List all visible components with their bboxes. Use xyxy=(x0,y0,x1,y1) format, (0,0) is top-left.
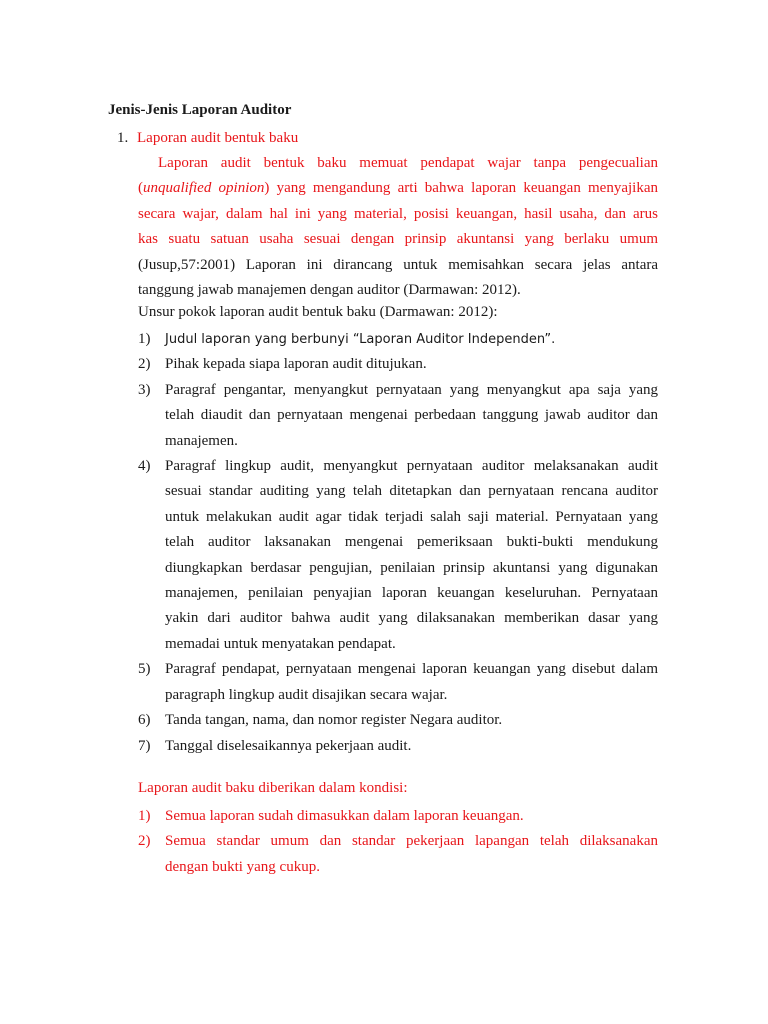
list-item xyxy=(138,352,658,377)
list-item xyxy=(138,378,658,454)
list-item xyxy=(138,708,658,733)
paragraph-line: (Jusup,57:2001) Laporan ini dirancang untuk memisahkan secara jelas antara xyxy=(138,256,658,273)
paragraph-line xyxy=(138,176,658,201)
kondisi-heading: Laporan audit baku diberikan dalam kondisi: xyxy=(138,780,408,796)
italic-term: unqualified opinion xyxy=(143,180,265,197)
list-item-line: manajemen, penilaian penyajian laporan keuangan keseluruhan. Pernyataan xyxy=(165,585,658,602)
list-item-number: 7) xyxy=(138,737,151,754)
list-item-number: 2) xyxy=(138,833,151,850)
intro-paragraph xyxy=(138,151,658,303)
list-item-number: 5) xyxy=(138,661,151,678)
list-item xyxy=(138,327,658,352)
section-number: 1. xyxy=(117,130,129,146)
list-item-line: Paragraf lingkup audit, menyangkut pernyataan auditor melaksanakan audit xyxy=(165,458,658,475)
list-item-line: Paragraf pengantar, menyangkut pernyataan yang menyangkut apa saja yang xyxy=(165,381,658,398)
list-item-number: 4) xyxy=(138,458,151,475)
paragraph-line: secara wajar, dalam hal ini yang material, posisi keuangan, hasil usaha, dan arus xyxy=(138,205,658,222)
paragraph-line: Laporan audit bentuk baku memuat pendapat wajar tanpa pengecualian xyxy=(158,155,658,171)
list-item-line: Judul laporan yang berbunyi “Laporan Auditor Independen”. xyxy=(165,332,556,347)
list-item-line: manajemen. xyxy=(165,432,238,449)
list-item xyxy=(138,804,658,829)
list-item-number: 3) xyxy=(138,381,151,398)
list-item-line: Tanda tangan, nama, dan nomor register Negara auditor. xyxy=(165,712,503,729)
list-item-line: sesuai standar auditing yang telah ditetapkan dan pernyataan rencana auditor xyxy=(165,483,658,500)
paragraph-line: kas suatu satuan usaha sesuai dengan prinsip akuntansi yang berlaku umum xyxy=(138,231,658,248)
kondisi-list xyxy=(138,804,658,880)
list-item-line: yakin dari auditor bahwa audit yang dilaksanakan memberikan dasar yang xyxy=(165,610,658,627)
list-item-line: telah diaudit dan pernyataan mengenai perbedaan tanggung jawab auditor dan xyxy=(165,407,658,424)
list-item-number: 1) xyxy=(138,331,151,347)
list-item-line: dengan bukti yang cukup. xyxy=(165,858,320,875)
list-item-line: Paragraf pendapat, pernyataan mengenai laporan keuangan yang disebut dalam xyxy=(165,661,658,678)
list-item-line: diungkapkan berdasar pengujian, penilaian prinsip akuntansi yang digunakan xyxy=(165,559,658,576)
list-item-number: 2) xyxy=(138,356,151,373)
list-item-line: paragraph lingkup audit disajikan secara wajar. xyxy=(165,686,448,703)
paragraph-line-rest: ) yang mengandung arti bahwa laporan keuangan menyajikan xyxy=(264,180,658,197)
paren-open: ( xyxy=(138,180,143,197)
list-item-line: telah auditor laksanakan mengenai pemeriksaan bukti-bukti mendukung xyxy=(165,534,658,551)
paragraph-line: tanggung jawab manajemen dengan auditor (Darmawan: 2012). xyxy=(138,282,521,299)
list-item-line: Semua standar umum dan standar pekerjaan lapangan telah dilaksanakan xyxy=(165,833,658,850)
unsur-heading: Unsur pokok laporan audit bentuk baku (Darmawan: 2012): xyxy=(138,304,498,320)
list-item xyxy=(138,454,658,657)
document-title: Jenis-Jenis Laporan Auditor xyxy=(108,102,292,118)
list-item-number: 1) xyxy=(138,808,151,824)
section-heading xyxy=(117,128,298,148)
list-item xyxy=(138,657,658,708)
list-item xyxy=(138,829,658,880)
list-item-line: Pihak kepada siapa laporan audit ditujukan. xyxy=(165,356,427,373)
list-item-line: memadai untuk menyatakan pendapat. xyxy=(165,635,396,652)
unsur-list xyxy=(138,327,658,759)
list-item xyxy=(138,734,658,759)
list-item-line: Semua laporan sudah dimasukkan dalam laporan keuangan. xyxy=(165,808,524,824)
list-item-line: untuk melakukan audit agar tidak terjadi salah saji material. Pernyataan yang xyxy=(165,508,658,525)
section-heading-label: Laporan audit bentuk baku xyxy=(137,130,299,146)
list-item-line: Tanggal diselesaikannya pekerjaan audit. xyxy=(165,737,412,754)
list-item-number: 6) xyxy=(138,712,151,729)
